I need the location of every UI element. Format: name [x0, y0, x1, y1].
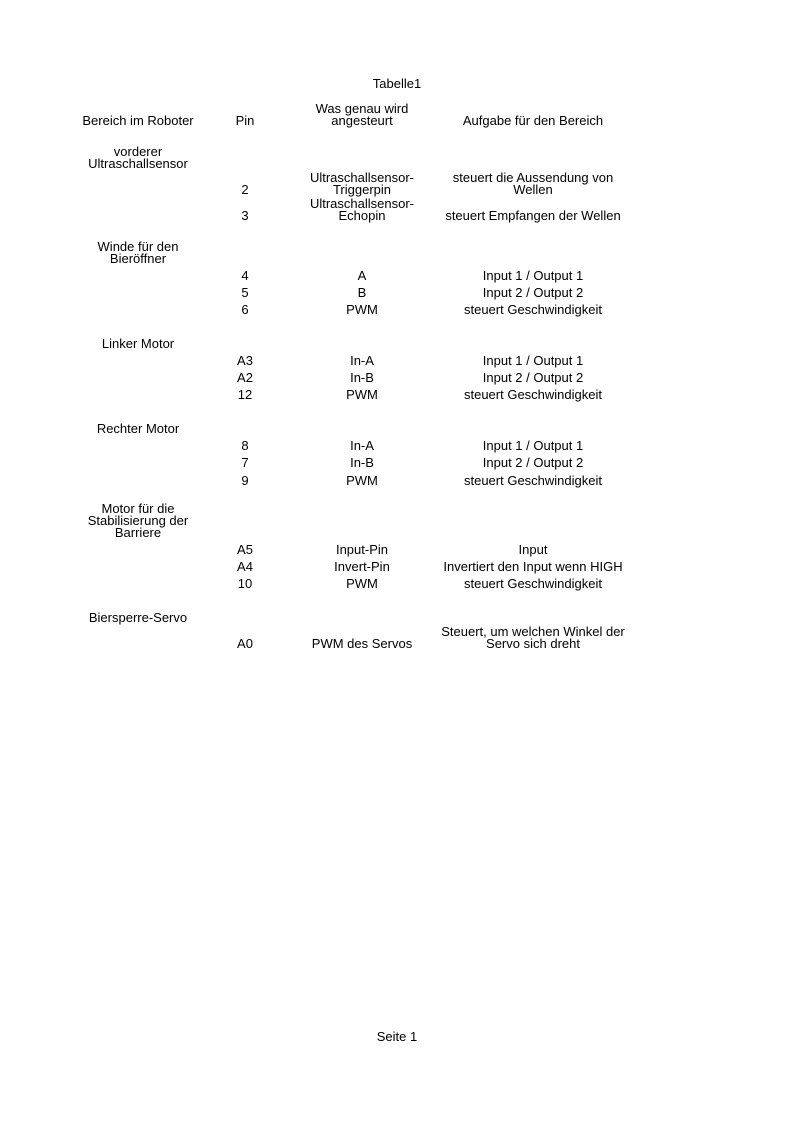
controlled-cell: PWM	[346, 302, 378, 317]
pin-cell: 9	[241, 473, 249, 488]
controlled-cell: Ultraschallsensor- Triggerpin	[309, 170, 415, 197]
pin-cell: 5	[241, 285, 249, 300]
page-footer: Seite 1	[376, 1029, 418, 1044]
controlled-cell: In-A	[350, 353, 374, 368]
pin-cell: A4	[237, 559, 253, 574]
task-cell: Invertiert den Input wenn HIGH	[443, 559, 623, 574]
header-area: Bereich im Roboter	[82, 113, 194, 128]
controlled-cell: Input-Pin	[335, 542, 389, 557]
pin-cell: 10	[237, 576, 253, 591]
pin-cell: A5	[237, 542, 253, 557]
task-cell: Input 2 / Output 2	[482, 455, 584, 470]
pin-cell: 3	[241, 208, 249, 223]
task-cell: Steuert, um welchen Winkel der Servo sich dreht	[441, 624, 625, 651]
group-name: Motor für die Stabilisierung der Barriere	[87, 501, 189, 540]
controlled-cell: In-B	[350, 370, 374, 385]
task-cell: Input 1 / Output 1	[482, 268, 584, 283]
controlled-cell: B	[357, 285, 367, 300]
header-task: Aufgabe für den Bereich	[462, 113, 604, 128]
group-name: Biersperre-Servo	[88, 610, 188, 625]
task-cell: steuert die Aussendung von Wellen	[452, 170, 614, 197]
task-cell: steuert Geschwindigkeit	[463, 302, 602, 317]
group-name: Rechter Motor	[96, 421, 180, 436]
controlled-cell: Invert-Pin	[334, 559, 390, 574]
pin-cell: 8	[241, 438, 249, 453]
task-cell: steuert Geschwindigkeit	[463, 387, 602, 402]
task-cell: steuert Empfangen der Wellen	[445, 208, 621, 223]
task-cell: Input 1 / Output 1	[482, 353, 584, 368]
controlled-cell: PWM des Servos	[311, 636, 413, 651]
controlled-cell: In-A	[350, 438, 374, 453]
task-cell: Input 2 / Output 2	[482, 370, 584, 385]
pin-cell: 12	[237, 387, 253, 402]
pin-cell: 4	[241, 268, 249, 283]
sheet-title: Tabelle1	[372, 76, 422, 91]
task-cell: Input	[518, 542, 548, 557]
controlled-cell: PWM	[346, 387, 378, 402]
pin-cell: 2	[241, 182, 249, 197]
task-cell: steuert Geschwindigkeit	[463, 576, 602, 591]
controlled-cell: PWM	[346, 473, 378, 488]
group-name: vorderer Ultraschallsensor	[88, 144, 188, 171]
pin-cell: 6	[241, 302, 249, 317]
pin-cell: A3	[237, 353, 253, 368]
task-cell: Input 2 / Output 2	[482, 285, 584, 300]
controlled-cell: Ultraschallsensor- Echopin	[309, 196, 415, 223]
group-name: Winde für den Bieröffner	[97, 239, 179, 266]
group-name: Linker Motor	[101, 336, 175, 351]
pin-cell: 7	[241, 455, 249, 470]
pin-cell: A0	[237, 636, 253, 651]
controlled-cell: PWM	[346, 576, 378, 591]
pin-cell: A2	[237, 370, 253, 385]
controlled-cell: In-B	[350, 455, 374, 470]
header-pin: Pin	[235, 113, 255, 128]
task-cell: Input 1 / Output 1	[482, 438, 584, 453]
controlled-cell: A	[357, 268, 367, 283]
task-cell: steuert Geschwindigkeit	[463, 473, 602, 488]
header-controlled: Was genau wird angesteurt	[315, 101, 409, 128]
